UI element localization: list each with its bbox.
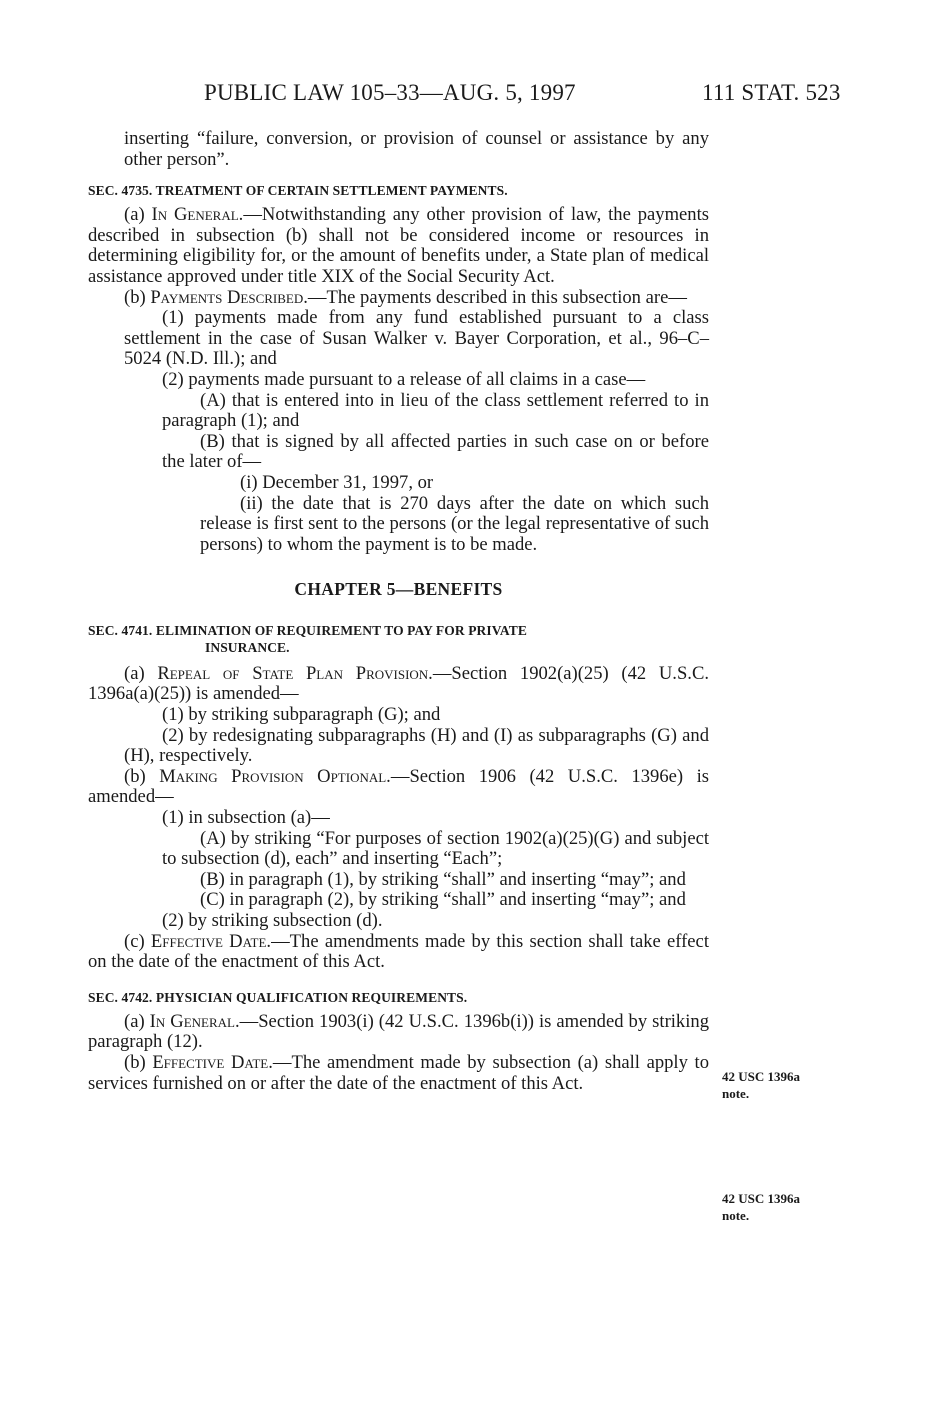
margin-note-4741 bbox=[722, 1068, 842, 1102]
sec4742-b-text: —The amendment made by subsection (a) shall apply to services furnished on or after the date of the enactment of this Act. bbox=[88, 1051, 709, 1094]
margin-note-4742 bbox=[722, 1190, 842, 1224]
sec4741-b-paragraph-2: (2) by striking subsection (d). bbox=[162, 910, 383, 931]
sec4741-subsection-c bbox=[88, 932, 709, 973]
section-4741-heading-line1: SEC. 4741. ELIMINATION OF REQUIREMENT TO PAY FOR PRIVATE bbox=[88, 622, 527, 638]
sec4735-a-label: (a) bbox=[124, 204, 152, 226]
sec4741-b-subparagraph-c: (C) in paragraph (2), by striking “shall” and inserting “may”; and bbox=[200, 889, 686, 911]
sec4741-b-caption: Making Provision Optional. bbox=[159, 765, 391, 787]
section-4735-heading: SEC. 4735. TREATMENT OF CERTAIN SETTLEMENT PAYMENTS. bbox=[88, 183, 508, 199]
sec4735-subsection-a bbox=[88, 205, 709, 287]
sec4735-b-text: —The payments described in this subsection are— bbox=[307, 286, 687, 308]
sec4741-a-text: —Section 1902(a)(25) (42 U.S.C. 1396a(a)(25)) is amended— bbox=[88, 662, 709, 705]
sec4741-a-paragraph-2: (2) by redesignating subparagraphs (H) and (I) as subparagraphs (G) and (H), respectively. bbox=[124, 724, 709, 767]
sec4742-subsection-a bbox=[88, 1012, 709, 1053]
margin-note-4741-line2: note. bbox=[722, 1086, 750, 1101]
sec4735-subparagraph-a: (A) that is entered into in lieu of the class settlement referred to in paragraph (1); and bbox=[162, 389, 709, 432]
sec4741-b-paragraph-1: (1) in subsection (a)— bbox=[162, 807, 330, 829]
sec4741-b-label: (b) bbox=[124, 765, 160, 787]
sec4735-a-text: —Notwithstanding any other provision of law, the payments described in subsection (b) shall not be considered income or resources in determining eligibility for, or the amount of benefits under, a State plan of medical assistance approved under title XIX of the Social Security Act. bbox=[88, 204, 709, 287]
sec4742-b-label: (b) bbox=[124, 1051, 153, 1073]
sec4735-b-caption: Payments Described. bbox=[150, 286, 308, 308]
sec4741-a-label: (a) bbox=[124, 662, 158, 684]
sec4742-a-text: —Section 1903(i) (42 U.S.C. 1396b(i)) is amended by striking paragraph (12). bbox=[88, 1010, 709, 1053]
sec4735-paragraph-2: (2) payments made pursuant to a release of all claims in a case— bbox=[162, 368, 646, 390]
sec4735-a-caption: In General. bbox=[151, 204, 244, 226]
sec4742-b-caption: Effective Date. bbox=[152, 1051, 273, 1073]
sec4741-c-text: —The amendments made by this section shall take effect on the date of the enactment of this Act. bbox=[88, 930, 709, 973]
sec4741-b-text: —Section 1906 (42 U.S.C. 1396e) is amended— bbox=[88, 765, 709, 808]
chapter-heading: CHAPTER 5—BENEFITS bbox=[294, 579, 503, 600]
sec4742-a-caption: In General. bbox=[149, 1010, 240, 1032]
sec4735-subsection-b bbox=[88, 288, 709, 309]
sec4735-subparagraph-b: (B) that is signed by all affected parties in such case on or before the later of— bbox=[162, 430, 709, 473]
intro-paragraph: inserting “failure, conversion, or provision of counsel or assistance by any other person”. bbox=[124, 128, 709, 170]
running-header-page: 111 STAT. 523 bbox=[702, 80, 841, 105]
sec4741-subsection-b bbox=[88, 767, 709, 808]
section-4741-heading-line2: INSURANCE. bbox=[205, 639, 290, 655]
sec4741-subsection-a bbox=[88, 664, 709, 705]
sec4741-a-paragraph-1: (1) by striking subparagraph (G); and bbox=[162, 704, 441, 726]
sec4741-a-caption: Repeal of State Plan Provision. bbox=[157, 662, 433, 684]
margin-note-4742-line2: note. bbox=[722, 1208, 750, 1223]
section-4741-heading bbox=[88, 622, 709, 656]
margin-note-4742-line1: 42 USC 1396a bbox=[722, 1191, 801, 1206]
sec4735-clause-ii: (ii) the date that is 270 days after the date on which such release is first sent to the persons (or the legal representative of such persons) to whom the payment is to be made. bbox=[200, 492, 709, 555]
sec4735-b-label: (b) bbox=[124, 286, 151, 308]
sec4741-c-label: (c) bbox=[124, 930, 151, 952]
document-body bbox=[88, 129, 709, 1094]
running-header-title: PUBLIC LAW 105–33—AUG. 5, 1997 bbox=[204, 80, 576, 105]
section-4742-heading: SEC. 4742. PHYSICIAN QUALIFICATION REQUIREMENTS. bbox=[88, 989, 468, 1005]
sec4742-a-label: (a) bbox=[124, 1010, 150, 1032]
sec4741-b-subparagraph-b: (B) in paragraph (1), by striking “shall” and inserting “may”; and bbox=[200, 868, 686, 890]
sec4741-c-caption: Effective Date. bbox=[150, 930, 272, 952]
sec4735-paragraph-1: (1) payments made from any fund established pursuant to a class settlement in the case of Susan Walker v. Bayer Corporation, et al., 96–C–5024 (N.D. Ill.); and bbox=[124, 307, 709, 370]
sec4742-subsection-b bbox=[88, 1053, 709, 1094]
sec4735-clause-i: (i) December 31, 1997, or bbox=[240, 471, 434, 493]
sec4741-b-subparagraph-a: (A) by striking “For purposes of section 1902(a)(25)(G) and subject to subsection (d), each” and inserting “Each”; bbox=[162, 827, 709, 870]
margin-note-4741-line1: 42 USC 1396a bbox=[722, 1069, 801, 1084]
